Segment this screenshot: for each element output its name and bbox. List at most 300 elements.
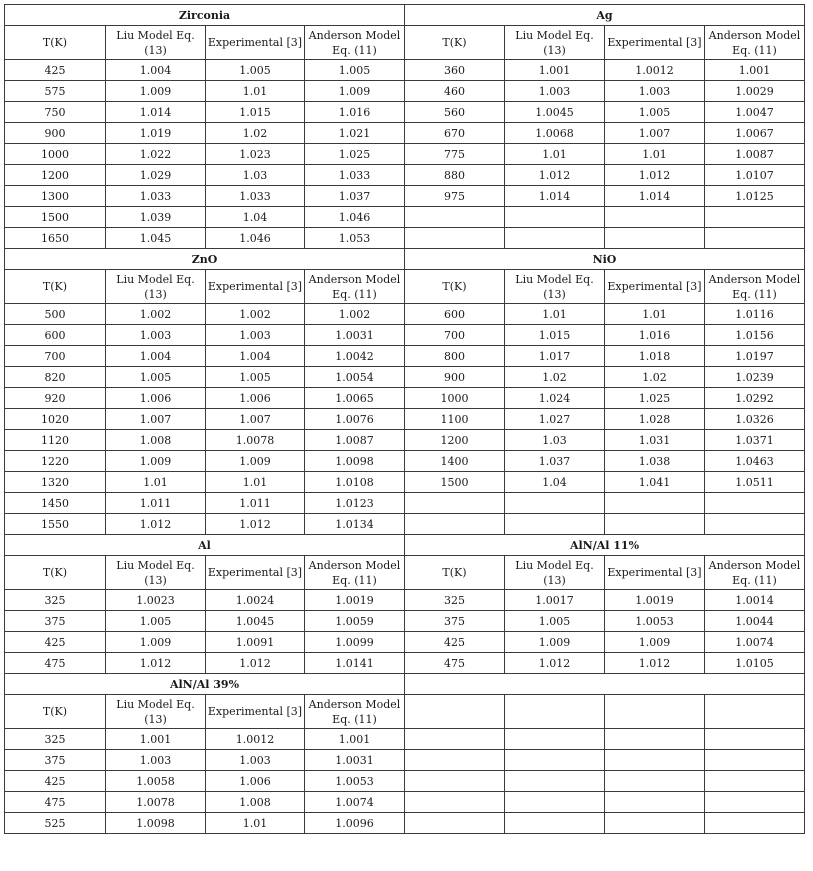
empty-cell (705, 514, 805, 535)
empty-cell (505, 207, 605, 228)
table-row (5, 186, 805, 207)
empty-cell (505, 750, 605, 771)
value-cell: 1.041 (605, 472, 705, 493)
temperature-cell: 1000 (405, 388, 505, 409)
value-cell: 1.025 (605, 388, 705, 409)
value-cell: 1.0096 (305, 813, 405, 834)
value-cell: 1.0107 (705, 165, 805, 186)
value-cell: 1.025 (305, 144, 405, 165)
header-temperature: T(K) (405, 556, 505, 590)
value-cell: 1.0058 (106, 771, 206, 792)
value-cell: 1.012 (605, 165, 705, 186)
value-cell: 1.009 (605, 632, 705, 653)
empty-cell (605, 729, 705, 750)
value-cell: 1.005 (305, 60, 405, 81)
header-liu-model: Liu Model Eq. (13) (505, 556, 605, 590)
value-cell: 1.0123 (305, 493, 405, 514)
temperature-cell: 375 (5, 611, 106, 632)
table-row (5, 813, 805, 834)
value-cell: 1.003 (206, 325, 305, 346)
value-cell: 1.046 (206, 228, 305, 249)
value-cell: 1.001 (705, 60, 805, 81)
value-cell: 1.011 (106, 493, 206, 514)
panel-title-row (5, 535, 805, 556)
value-cell: 1.005 (106, 367, 206, 388)
value-cell: 1.01 (206, 813, 305, 834)
temperature-cell: 500 (5, 304, 106, 325)
value-cell: 1.012 (106, 653, 206, 674)
panel-title: Zirconia (5, 5, 405, 26)
temperature-cell: 600 (405, 304, 505, 325)
table-row (5, 771, 805, 792)
panel-title-row (5, 5, 805, 26)
temperature-cell: 750 (5, 102, 106, 123)
header-liu-model: Liu Model Eq. (13) (106, 556, 206, 590)
value-cell: 1.0047 (705, 102, 805, 123)
empty-cell (505, 792, 605, 813)
value-cell: 1.0371 (705, 430, 805, 451)
value-cell: 1.012 (605, 653, 705, 674)
empty-cell (405, 228, 505, 249)
column-header-row (5, 695, 805, 729)
table-row (5, 451, 805, 472)
empty-cell (605, 493, 705, 514)
value-cell: 1.006 (206, 771, 305, 792)
temperature-cell: 975 (405, 186, 505, 207)
value-cell: 1.006 (106, 388, 206, 409)
temperature-cell: 700 (5, 346, 106, 367)
panel-title-row (5, 674, 805, 695)
temperature-cell: 880 (405, 165, 505, 186)
table-row (5, 165, 805, 186)
value-cell: 1.002 (106, 304, 206, 325)
header-temperature: T(K) (5, 695, 106, 729)
temperature-cell: 525 (5, 813, 106, 834)
value-cell: 1.0019 (605, 590, 705, 611)
temperature-cell: 325 (405, 590, 505, 611)
temperature-cell: 360 (405, 60, 505, 81)
value-cell: 1.012 (505, 165, 605, 186)
value-cell: 1.008 (206, 792, 305, 813)
value-cell: 1.031 (605, 430, 705, 451)
value-cell: 1.0012 (206, 729, 305, 750)
empty-cell (705, 750, 805, 771)
value-cell: 1.01 (505, 144, 605, 165)
temperature-cell: 475 (405, 653, 505, 674)
value-cell: 1.038 (605, 451, 705, 472)
value-cell: 1.021 (305, 123, 405, 144)
value-cell: 1.017 (505, 346, 605, 367)
value-cell: 1.0059 (305, 611, 405, 632)
value-cell: 1.0326 (705, 409, 805, 430)
header-experimental: Experimental [3] (206, 556, 305, 590)
value-cell: 1.016 (305, 102, 405, 123)
value-cell: 1.009 (206, 451, 305, 472)
empty-cell (705, 771, 805, 792)
value-cell: 1.0014 (705, 590, 805, 611)
value-cell: 1.04 (505, 472, 605, 493)
panel-title: AlN/Al 39% (5, 674, 405, 695)
value-cell: 1.0029 (705, 81, 805, 102)
value-cell: 1.0053 (305, 771, 405, 792)
panel-title: AlN/Al 11% (405, 535, 805, 556)
value-cell: 1.0087 (705, 144, 805, 165)
header-liu-model: Liu Model Eq. (13) (505, 26, 605, 60)
empty-cell (505, 729, 605, 750)
value-cell: 1.0044 (705, 611, 805, 632)
empty-cell (605, 771, 705, 792)
temperature-cell: 1550 (5, 514, 106, 535)
header-temperature: T(K) (405, 270, 505, 304)
table-row (5, 729, 805, 750)
empty-cell (405, 729, 505, 750)
value-cell: 1.01 (605, 304, 705, 325)
panel-title: Ag (405, 5, 805, 26)
temperature-cell: 575 (5, 81, 106, 102)
value-cell: 1.0141 (305, 653, 405, 674)
header-temperature: T(K) (5, 556, 106, 590)
value-cell: 1.006 (206, 388, 305, 409)
value-cell: 1.0098 (106, 813, 206, 834)
table-row (5, 792, 805, 813)
value-cell: 1.039 (106, 207, 206, 228)
value-cell: 1.009 (106, 81, 206, 102)
value-cell: 1.003 (106, 325, 206, 346)
temperature-cell: 1200 (5, 165, 106, 186)
value-cell: 1.0024 (206, 590, 305, 611)
empty-cell (405, 674, 805, 695)
header-anderson-model: Anderson Model Eq. (11) (705, 556, 805, 590)
temperature-cell: 1500 (5, 207, 106, 228)
temperature-cell: 900 (405, 367, 505, 388)
value-cell: 1.037 (505, 451, 605, 472)
value-cell: 1.0134 (305, 514, 405, 535)
temperature-cell: 920 (5, 388, 106, 409)
table-row (5, 653, 805, 674)
value-cell: 1.012 (206, 514, 305, 535)
temperature-cell: 425 (405, 632, 505, 653)
value-cell: 1.002 (305, 304, 405, 325)
value-cell: 1.018 (605, 346, 705, 367)
value-cell: 1.0065 (305, 388, 405, 409)
value-cell: 1.015 (206, 102, 305, 123)
header-anderson-model: Anderson Model Eq. (11) (305, 556, 405, 590)
empty-cell (605, 228, 705, 249)
value-cell: 1.029 (106, 165, 206, 186)
value-cell: 1.0054 (305, 367, 405, 388)
table-row (5, 409, 805, 430)
value-cell: 1.037 (305, 186, 405, 207)
temperature-cell: 1200 (405, 430, 505, 451)
empty-cell (505, 228, 605, 249)
temperature-cell: 1220 (5, 451, 106, 472)
value-cell: 1.0045 (206, 611, 305, 632)
temperature-cell: 670 (405, 123, 505, 144)
value-cell: 1.045 (106, 228, 206, 249)
panel-title: Al (5, 535, 405, 556)
table-row (5, 367, 805, 388)
value-cell: 1.003 (206, 750, 305, 771)
value-cell: 1.033 (305, 165, 405, 186)
value-cell: 1.046 (305, 207, 405, 228)
empty-cell (405, 771, 505, 792)
value-cell: 1.033 (106, 186, 206, 207)
value-cell: 1.009 (106, 451, 206, 472)
value-cell: 1.0012 (605, 60, 705, 81)
value-cell: 1.0076 (305, 409, 405, 430)
header-liu-model: Liu Model Eq. (13) (505, 270, 605, 304)
empty-cell (605, 813, 705, 834)
temperature-cell: 1300 (5, 186, 106, 207)
value-cell: 1.0116 (705, 304, 805, 325)
panel-title: ZnO (5, 249, 405, 270)
temperature-cell: 560 (405, 102, 505, 123)
value-cell: 1.007 (106, 409, 206, 430)
value-cell: 1.0078 (206, 430, 305, 451)
header-anderson-model: Anderson Model Eq. (11) (305, 26, 405, 60)
value-cell: 1.0239 (705, 367, 805, 388)
temperature-cell: 425 (5, 771, 106, 792)
temperature-cell: 1100 (405, 409, 505, 430)
table-row (5, 590, 805, 611)
header-temperature: T(K) (5, 26, 106, 60)
value-cell: 1.003 (605, 81, 705, 102)
table-row (5, 472, 805, 493)
empty-cell (705, 813, 805, 834)
value-cell: 1.005 (206, 367, 305, 388)
value-cell: 1.0125 (705, 186, 805, 207)
temperature-cell: 460 (405, 81, 505, 102)
header-experimental: Experimental [3] (206, 26, 305, 60)
comparison-table (4, 4, 805, 834)
value-cell: 1.02 (605, 367, 705, 388)
panel-title: NiO (405, 249, 805, 270)
empty-cell (605, 792, 705, 813)
value-cell: 1.01 (206, 81, 305, 102)
table-row (5, 514, 805, 535)
value-cell: 1.0105 (705, 653, 805, 674)
empty-cell (505, 771, 605, 792)
empty-cell (705, 729, 805, 750)
table-row (5, 388, 805, 409)
temperature-cell: 425 (5, 60, 106, 81)
empty-cell (405, 750, 505, 771)
value-cell: 1.019 (106, 123, 206, 144)
value-cell: 1.0042 (305, 346, 405, 367)
value-cell: 1.0098 (305, 451, 405, 472)
value-cell: 1.03 (505, 430, 605, 451)
value-cell: 1.04 (206, 207, 305, 228)
temperature-cell: 700 (405, 325, 505, 346)
column-header-row (5, 556, 805, 590)
value-cell: 1.001 (505, 60, 605, 81)
value-cell: 1.03 (206, 165, 305, 186)
header-liu-model: Liu Model Eq. (13) (106, 695, 206, 729)
value-cell: 1.02 (206, 123, 305, 144)
value-cell: 1.015 (505, 325, 605, 346)
value-cell: 1.009 (305, 81, 405, 102)
value-cell: 1.005 (605, 102, 705, 123)
value-cell: 1.001 (305, 729, 405, 750)
value-cell: 1.0023 (106, 590, 206, 611)
empty-cell (705, 493, 805, 514)
value-cell: 1.004 (206, 346, 305, 367)
empty-cell (605, 750, 705, 771)
header-experimental: Experimental [3] (206, 695, 305, 729)
value-cell: 1.005 (505, 611, 605, 632)
temperature-cell: 1020 (5, 409, 106, 430)
value-cell: 1.02 (505, 367, 605, 388)
empty-cell (505, 514, 605, 535)
value-cell: 1.0087 (305, 430, 405, 451)
temperature-cell: 1500 (405, 472, 505, 493)
value-cell: 1.0463 (705, 451, 805, 472)
value-cell: 1.0197 (705, 346, 805, 367)
value-cell: 1.01 (605, 144, 705, 165)
value-cell: 1.023 (206, 144, 305, 165)
header-experimental: Experimental [3] (605, 26, 705, 60)
table-row (5, 123, 805, 144)
value-cell: 1.0045 (505, 102, 605, 123)
value-cell: 1.0108 (305, 472, 405, 493)
header-anderson-model: Anderson Model Eq. (11) (305, 695, 405, 729)
temperature-cell: 1000 (5, 144, 106, 165)
temperature-cell: 1320 (5, 472, 106, 493)
value-cell: 1.002 (206, 304, 305, 325)
empty-cell (505, 493, 605, 514)
temperature-cell: 475 (5, 792, 106, 813)
empty-cell (605, 514, 705, 535)
temperature-cell: 800 (405, 346, 505, 367)
header-anderson-model: Anderson Model Eq. (11) (705, 26, 805, 60)
value-cell: 1.0053 (605, 611, 705, 632)
value-cell: 1.0078 (106, 792, 206, 813)
empty-cell (405, 514, 505, 535)
temperature-cell: 600 (5, 325, 106, 346)
header-experimental: Experimental [3] (605, 556, 705, 590)
table-row (5, 304, 805, 325)
header-anderson-model: Anderson Model Eq. (11) (705, 270, 805, 304)
value-cell: 1.0511 (705, 472, 805, 493)
table-row (5, 207, 805, 228)
header-liu-model: Liu Model Eq. (13) (106, 26, 206, 60)
value-cell: 1.011 (206, 493, 305, 514)
value-cell: 1.012 (106, 514, 206, 535)
value-cell: 1.0067 (705, 123, 805, 144)
header-temperature: T(K) (405, 26, 505, 60)
empty-cell (705, 207, 805, 228)
value-cell: 1.01 (106, 472, 206, 493)
value-cell: 1.005 (206, 60, 305, 81)
table-row (5, 102, 805, 123)
temperature-cell: 325 (5, 729, 106, 750)
value-cell: 1.014 (505, 186, 605, 207)
value-cell: 1.0017 (505, 590, 605, 611)
empty-cell (405, 207, 505, 228)
value-cell: 1.014 (605, 186, 705, 207)
temperature-cell: 475 (5, 653, 106, 674)
value-cell: 1.005 (106, 611, 206, 632)
column-header-row (5, 26, 805, 60)
value-cell: 1.0074 (305, 792, 405, 813)
value-cell: 1.012 (206, 653, 305, 674)
empty-cell (605, 695, 705, 729)
value-cell: 1.014 (106, 102, 206, 123)
value-cell: 1.0031 (305, 325, 405, 346)
table-row (5, 430, 805, 451)
header-experimental: Experimental [3] (206, 270, 305, 304)
value-cell: 1.008 (106, 430, 206, 451)
temperature-cell: 375 (5, 750, 106, 771)
header-experimental: Experimental [3] (605, 270, 705, 304)
value-cell: 1.0019 (305, 590, 405, 611)
value-cell: 1.003 (106, 750, 206, 771)
value-cell: 1.0068 (505, 123, 605, 144)
value-cell: 1.022 (106, 144, 206, 165)
value-cell: 1.0292 (705, 388, 805, 409)
empty-cell (405, 792, 505, 813)
value-cell: 1.001 (106, 729, 206, 750)
value-cell: 1.01 (206, 472, 305, 493)
table-row (5, 144, 805, 165)
value-cell: 1.024 (505, 388, 605, 409)
temperature-cell: 900 (5, 123, 106, 144)
column-header-row (5, 270, 805, 304)
empty-cell (505, 813, 605, 834)
table-row (5, 81, 805, 102)
empty-cell (705, 792, 805, 813)
table-row (5, 632, 805, 653)
value-cell: 1.033 (206, 186, 305, 207)
value-cell: 1.0099 (305, 632, 405, 653)
value-cell: 1.0031 (305, 750, 405, 771)
table-row (5, 346, 805, 367)
value-cell: 1.01 (505, 304, 605, 325)
header-anderson-model: Anderson Model Eq. (11) (305, 270, 405, 304)
table-row (5, 611, 805, 632)
table-row (5, 750, 805, 771)
temperature-cell: 1450 (5, 493, 106, 514)
value-cell: 1.053 (305, 228, 405, 249)
value-cell: 1.027 (505, 409, 605, 430)
empty-cell (405, 493, 505, 514)
value-cell: 1.004 (106, 346, 206, 367)
empty-cell (505, 695, 605, 729)
temperature-cell: 1400 (405, 451, 505, 472)
table-row (5, 228, 805, 249)
value-cell: 1.009 (505, 632, 605, 653)
value-cell: 1.0091 (206, 632, 305, 653)
value-cell: 1.004 (106, 60, 206, 81)
temperature-cell: 775 (405, 144, 505, 165)
temperature-cell: 425 (5, 632, 106, 653)
empty-cell (605, 207, 705, 228)
empty-cell (705, 695, 805, 729)
value-cell: 1.0074 (705, 632, 805, 653)
header-liu-model: Liu Model Eq. (13) (106, 270, 206, 304)
empty-cell (705, 228, 805, 249)
value-cell: 1.016 (605, 325, 705, 346)
value-cell: 1.012 (505, 653, 605, 674)
temperature-cell: 325 (5, 590, 106, 611)
panel-title-row (5, 249, 805, 270)
value-cell: 1.003 (505, 81, 605, 102)
table-row (5, 325, 805, 346)
temperature-cell: 1120 (5, 430, 106, 451)
table-row (5, 493, 805, 514)
header-temperature: T(K) (5, 270, 106, 304)
value-cell: 1.009 (106, 632, 206, 653)
